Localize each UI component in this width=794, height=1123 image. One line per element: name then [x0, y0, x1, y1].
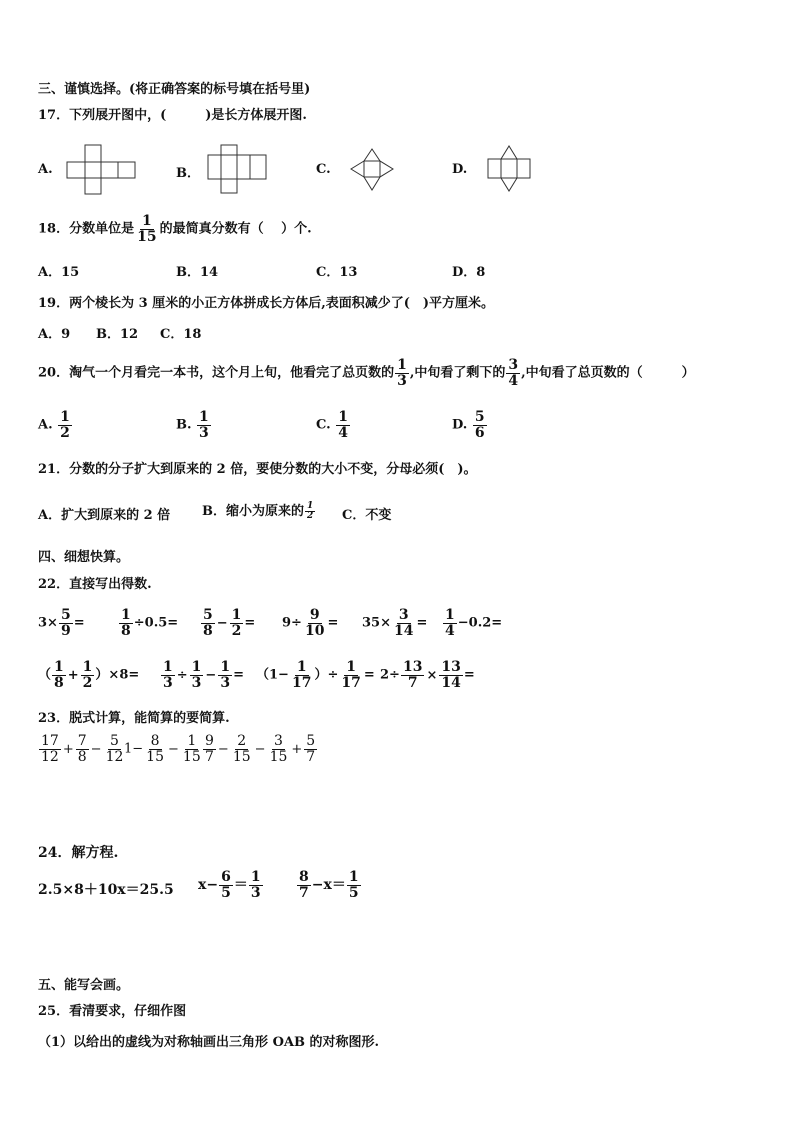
fraction [104, 734, 126, 764]
q20-option-b-label: B. [176, 417, 192, 433]
q22-item-8-fraction-3 [218, 660, 232, 690]
q20-option-b [176, 410, 212, 440]
numerator: 6 [221, 869, 231, 885]
net-figure-b [206, 143, 268, 195]
q22-item-9-fraction-2 [339, 660, 362, 690]
q22-item-8 [160, 660, 244, 690]
fraction [347, 870, 361, 900]
denominator: 7 [306, 748, 316, 765]
denominator: 12 [41, 748, 59, 765]
q20-option-d-label: D. [452, 417, 468, 433]
q21-option-b-fraction [305, 502, 315, 522]
q22-item-5-fraction [392, 608, 415, 638]
q18-frac-numerator: 1 [141, 213, 152, 229]
q23-expression-1 [38, 734, 126, 764]
q18-option-d: D．8 [452, 265, 486, 280]
denominator: 4 [445, 622, 455, 639]
denominator: 15 [232, 748, 251, 765]
q23-expression-3 [202, 734, 318, 764]
q20-option-d-numerator: 5 [474, 409, 485, 425]
q24-equation-2 [198, 870, 264, 900]
q22-item-1-lead: 3× [38, 615, 58, 631]
q20-frac1-numerator: 1 [397, 357, 407, 373]
q20-fraction-2 [506, 358, 520, 388]
q17-option-c-label: C. [316, 162, 331, 177]
q22-item-3 [200, 608, 255, 638]
numerator: 1 [348, 869, 359, 885]
q22-item-2-rest: ÷0.5= [133, 615, 179, 631]
q18-option-c: C．13 [316, 265, 358, 280]
denominator: 12 [105, 748, 124, 765]
numerator: 3 [274, 733, 283, 749]
q21-option-a: A．扩大到原来的 2 倍 [38, 508, 171, 523]
q20-part1: 20．淘气一个月看完一本书，这个月上旬，他看完了总页数的 [38, 365, 395, 381]
section5-title: 五、能写会画。 [38, 978, 130, 993]
q23-stem: 23．脱式计算，能简算的要简算. [38, 711, 230, 726]
operator: + [62, 741, 74, 757]
numerator: 7 [77, 733, 87, 749]
numerator: 1 [346, 659, 356, 675]
fraction [39, 734, 61, 764]
numerator: 8 [299, 869, 309, 885]
q20-option-a [38, 410, 73, 440]
equals-sign: = [416, 615, 428, 631]
q22-item-7-tail: ）×8= [95, 667, 140, 683]
q20-part2: ,中旬看了剩下的 [409, 365, 506, 381]
denominator: 7 [407, 674, 418, 691]
q22-item-5-lead: 35× [362, 615, 391, 631]
denominator: 10 [304, 622, 325, 639]
q22-item-10-lead: 2÷ [380, 667, 400, 683]
q20-option-c-denominator: 4 [338, 424, 348, 441]
denominator: 15 [182, 748, 201, 765]
q22-item-9-mid: ）÷ [314, 667, 339, 683]
q21-option-c: C．不变 [342, 508, 392, 523]
numerator: 1 [121, 607, 131, 623]
q20-frac2-numerator: 3 [508, 357, 519, 373]
q22-item-4-fraction [303, 608, 326, 638]
q18-suffix: 的最简真分数有（ ）个. [159, 221, 312, 237]
q22-item-6 [442, 608, 502, 638]
q25-stem: 25．看清要求，仔细作图 [38, 1004, 187, 1019]
denominator: 14 [393, 622, 414, 639]
numerator: 5 [110, 733, 119, 749]
q20-option-a-fraction [58, 410, 72, 440]
q22-item-10-fraction-2 [439, 660, 462, 690]
section3-title: 三、谨慎选择。(将正确答案的标号填在括号里) [38, 82, 311, 97]
q17-option-b-label: B． [176, 166, 200, 181]
q22-item-7 [38, 660, 139, 690]
fraction [249, 870, 263, 900]
numerator: 2 [237, 733, 247, 749]
operator: + [67, 667, 79, 683]
fraction [297, 870, 311, 900]
denominator: 15 [269, 748, 288, 765]
q24-equation-2-lead: x− [198, 877, 219, 894]
denominator: 3 [220, 674, 231, 691]
fraction [144, 734, 166, 764]
numerator: 1 [82, 659, 93, 675]
q20-option-c-fraction [336, 410, 350, 440]
numerator: 1 [445, 607, 455, 623]
operator: × [426, 667, 438, 683]
q17-option-a-label: A. [38, 162, 53, 177]
fraction [203, 734, 216, 764]
q20-option-b-numerator: 1 [199, 409, 209, 425]
q22-item-9-lead: （1− [256, 667, 289, 683]
q21-option-b [202, 500, 316, 521]
q20-option-d-fraction [473, 410, 487, 440]
open-paren: （ [38, 667, 52, 683]
fraction [76, 734, 89, 764]
q20-part3: ,中旬看了总页数的（ ） [521, 365, 695, 381]
q22-stem: 22．直接写出得数. [38, 577, 152, 592]
q20-option-b-fraction [197, 410, 211, 440]
operator: − [254, 741, 266, 757]
q22-item-10 [380, 660, 475, 690]
q19-option-b: B．12 [96, 327, 139, 342]
operator: − [90, 741, 102, 757]
operator: − [217, 741, 229, 757]
q22-item-7-fraction-1 [52, 660, 66, 690]
denominator: 17 [341, 674, 361, 691]
denominator: 8 [77, 748, 87, 765]
denominator: 5 [221, 884, 231, 901]
denominator: 5 [348, 884, 359, 901]
q22-item-2-fraction [119, 608, 133, 638]
numerator: 13 [402, 659, 423, 675]
q19-option-a: A．9 [38, 327, 71, 342]
denominator: 7 [205, 748, 214, 765]
denominator: 3 [163, 674, 173, 691]
numerator: 17 [41, 733, 59, 749]
equals-sign: = [463, 667, 475, 683]
numerator: 9 [205, 733, 214, 749]
numerator: 1 [231, 607, 242, 623]
numerator: 1 [163, 659, 173, 675]
q22-item-8-fraction-2 [190, 660, 204, 690]
q20-option-a-numerator: 1 [60, 409, 70, 425]
q17-option-d-label: D. [452, 162, 468, 177]
q18-option-a: A．15 [38, 265, 80, 280]
numerator: 1 [187, 733, 197, 749]
q21-option-b-denominator: 2 [307, 511, 314, 521]
operator: ÷ [176, 667, 188, 683]
q18-option-b: B．14 [176, 265, 219, 280]
q17-stem: 17．下列展开图中，( )是长方体展开图. [38, 108, 307, 123]
q22-item-1-fraction [59, 608, 73, 638]
operator: − [205, 667, 217, 683]
denominator: 7 [299, 884, 309, 901]
operator: − [216, 615, 228, 631]
denominator: 8 [54, 674, 64, 691]
denominator: 2 [82, 674, 93, 691]
q18-stem [38, 214, 312, 244]
numerator: 1 [250, 869, 261, 885]
q19-stem: 19．两个棱长为 3 厘米的小正方体拼成长方体后,表面积减少了( )平方厘米。 [38, 296, 495, 311]
fraction [268, 734, 290, 764]
numerator: 1 [296, 659, 307, 675]
q20-option-a-denominator: 2 [60, 424, 70, 441]
q22-item-4-lead: 9÷ [282, 615, 302, 631]
equals-sign: = [244, 615, 256, 631]
q20-option-d [452, 410, 488, 440]
q22-item-3-fraction-1 [201, 608, 215, 638]
q22-item-6-rest: −0.2= [457, 615, 503, 631]
q20-fraction-1 [395, 358, 409, 388]
operator: − [168, 741, 179, 757]
numerator: 1 [191, 659, 202, 675]
denominator: 8 [121, 622, 131, 639]
q22-item-10-fraction-1 [401, 660, 424, 690]
q20-option-a-label: A. [38, 417, 53, 433]
q18-prefix: 18．分数单位是 [38, 221, 135, 237]
q24-equation-1: 2.5×8＋10x＝25.5 [38, 882, 174, 898]
denominator: 9 [60, 622, 71, 639]
q24-stem: 24．解方程. [38, 845, 119, 861]
fraction [219, 870, 233, 900]
net-figure-d [485, 143, 533, 193]
numerator: 5 [306, 733, 316, 749]
q20-stem [38, 358, 695, 388]
q22-item-1 [38, 608, 85, 638]
q22-item-2 [118, 608, 178, 638]
q21-option-b-label: B．缩小为原来的 [202, 504, 304, 519]
q22-item-8-fraction-1 [161, 660, 175, 690]
numerator: 5 [60, 607, 71, 623]
numerator: 8 [150, 733, 160, 749]
denominator: 17 [291, 674, 312, 691]
denominator: 3 [191, 674, 202, 691]
numerator: 1 [54, 659, 64, 675]
section4-title: 四、细想快算。 [38, 550, 130, 565]
q20-option-c [316, 410, 351, 440]
net-figure-a [64, 143, 138, 195]
q18-frac-denominator: 15 [137, 228, 157, 245]
equals-sign: ＝ [233, 877, 248, 894]
q19-option-c: C．18 [160, 327, 202, 342]
q21-option-b-numerator: 1 [307, 500, 314, 511]
q21-stem: 21．分数的分子扩大到原来的 2 倍，要使分数的大小不变，分母必须( )。 [38, 462, 477, 477]
q20-option-d-denominator: 6 [474, 424, 485, 441]
q22-item-9-fraction-1 [290, 660, 313, 690]
numerator: 9 [309, 607, 320, 623]
denominator: 8 [203, 622, 213, 639]
fraction [181, 734, 203, 764]
denominator: 15 [146, 748, 164, 765]
denominator: 14 [441, 674, 461, 691]
denominator: 3 [250, 884, 261, 901]
q22-item-9 [256, 660, 375, 690]
q20-frac2-denominator: 4 [508, 372, 519, 389]
fraction [231, 734, 253, 764]
equals-sign: = [73, 615, 85, 631]
q20-option-c-label: C. [316, 417, 331, 433]
numerator: 13 [441, 659, 461, 675]
q20-frac1-denominator: 3 [397, 372, 407, 389]
q22-item-5 [362, 608, 427, 638]
q24-equation-3 [296, 870, 362, 900]
q24-equation-3-mid: −x＝ [311, 877, 346, 894]
net-figure-c [348, 145, 396, 193]
q23-expression-2-lead: 1− [124, 741, 144, 757]
q20-option-c-numerator: 1 [338, 409, 348, 425]
q22-item-6-fraction [443, 608, 457, 638]
q22-item-3-fraction-2 [230, 608, 244, 638]
numerator: 3 [398, 607, 409, 623]
q25-subquestion-1: （1）以给出的虚线为对称轴画出三角形 OAB 的对称图形. [38, 1035, 380, 1050]
q23-expression-2 [124, 734, 204, 764]
numerator: 5 [203, 607, 213, 623]
denominator: 2 [231, 622, 242, 639]
equals-sign: = [363, 667, 375, 683]
q22-item-4 [282, 608, 338, 638]
equals-sign: = [327, 615, 339, 631]
equals-sign: = [233, 667, 244, 683]
q18-fraction [135, 214, 158, 244]
numerator: 1 [220, 659, 231, 675]
operator: + [291, 741, 303, 757]
q20-option-b-denominator: 3 [199, 424, 209, 441]
fraction [304, 734, 317, 764]
q22-item-7-fraction-2 [81, 660, 95, 690]
